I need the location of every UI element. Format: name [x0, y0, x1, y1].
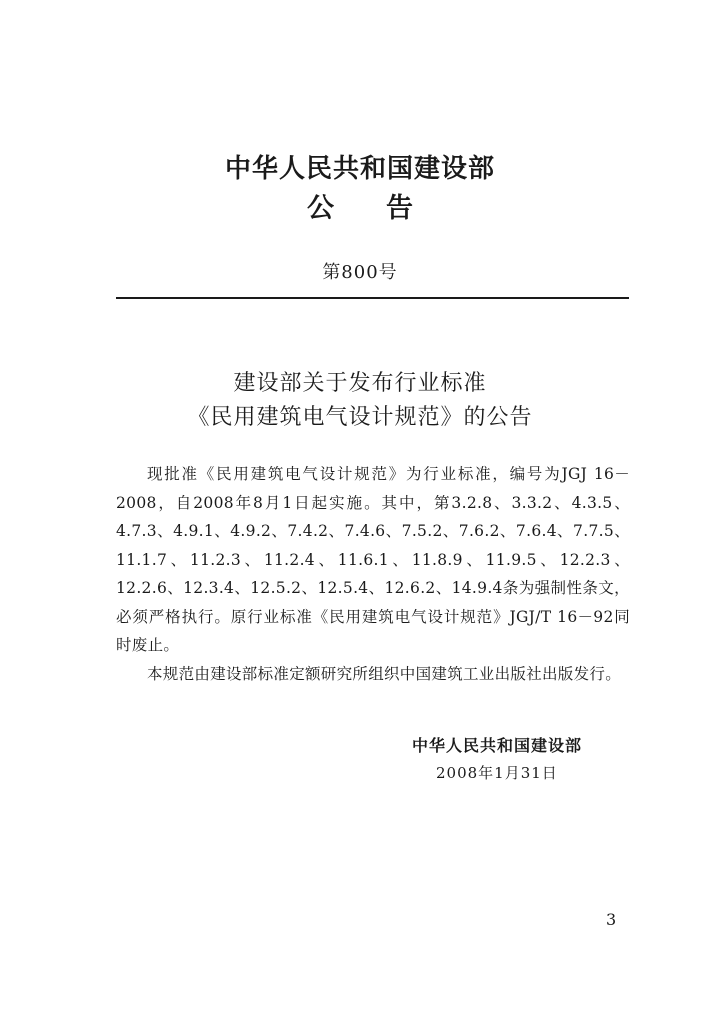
body-paragraph-2: 本规范由建设部标准定额研究所组织中国建筑工业出版社出版发行。 — [147, 664, 622, 683]
notice-label: 公告 — [307, 193, 465, 224]
announcement-body — [116, 460, 630, 688]
signature-date: 2008年1月31日 — [436, 764, 558, 782]
announcement-number: 第800号 — [322, 262, 398, 283]
body-paragraph-1: 现批准《民用建筑电气设计规范》为行业标准，编号为JGJ 16－2008，自2008年8月1日起实施。其中，第3.2.8、3.3.2、4.3.5、4.7.3、4.9.1、4.9.2、7.4.2、7.4.6、7.5.2、7.6.2、7.6.4、7.7.5、11.1.7、11.2.3、11.2.4、11.6.1、11.8.9、11.9.5、12.2.3、12.2.6、12.3.4、12.5.2、12.5.4、12.6.2、14.9.4条为强制性条文，必须严格执行。原行业标准《民用建筑电气设计规范》JGJ/T 16－92同时废止。 — [116, 465, 630, 654]
signature-organization: 中华人民共和国建设部 — [412, 736, 583, 755]
announcement-title-line1: 建设部关于发布行业标准 — [233, 371, 487, 396]
issuer-title: 中华人民共和国建设部 — [224, 154, 495, 184]
announcement-title-line2: 《民用建筑电气设计规范》的公告 — [187, 405, 533, 430]
header-divider — [116, 297, 629, 299]
page-number: 3 — [606, 910, 617, 929]
